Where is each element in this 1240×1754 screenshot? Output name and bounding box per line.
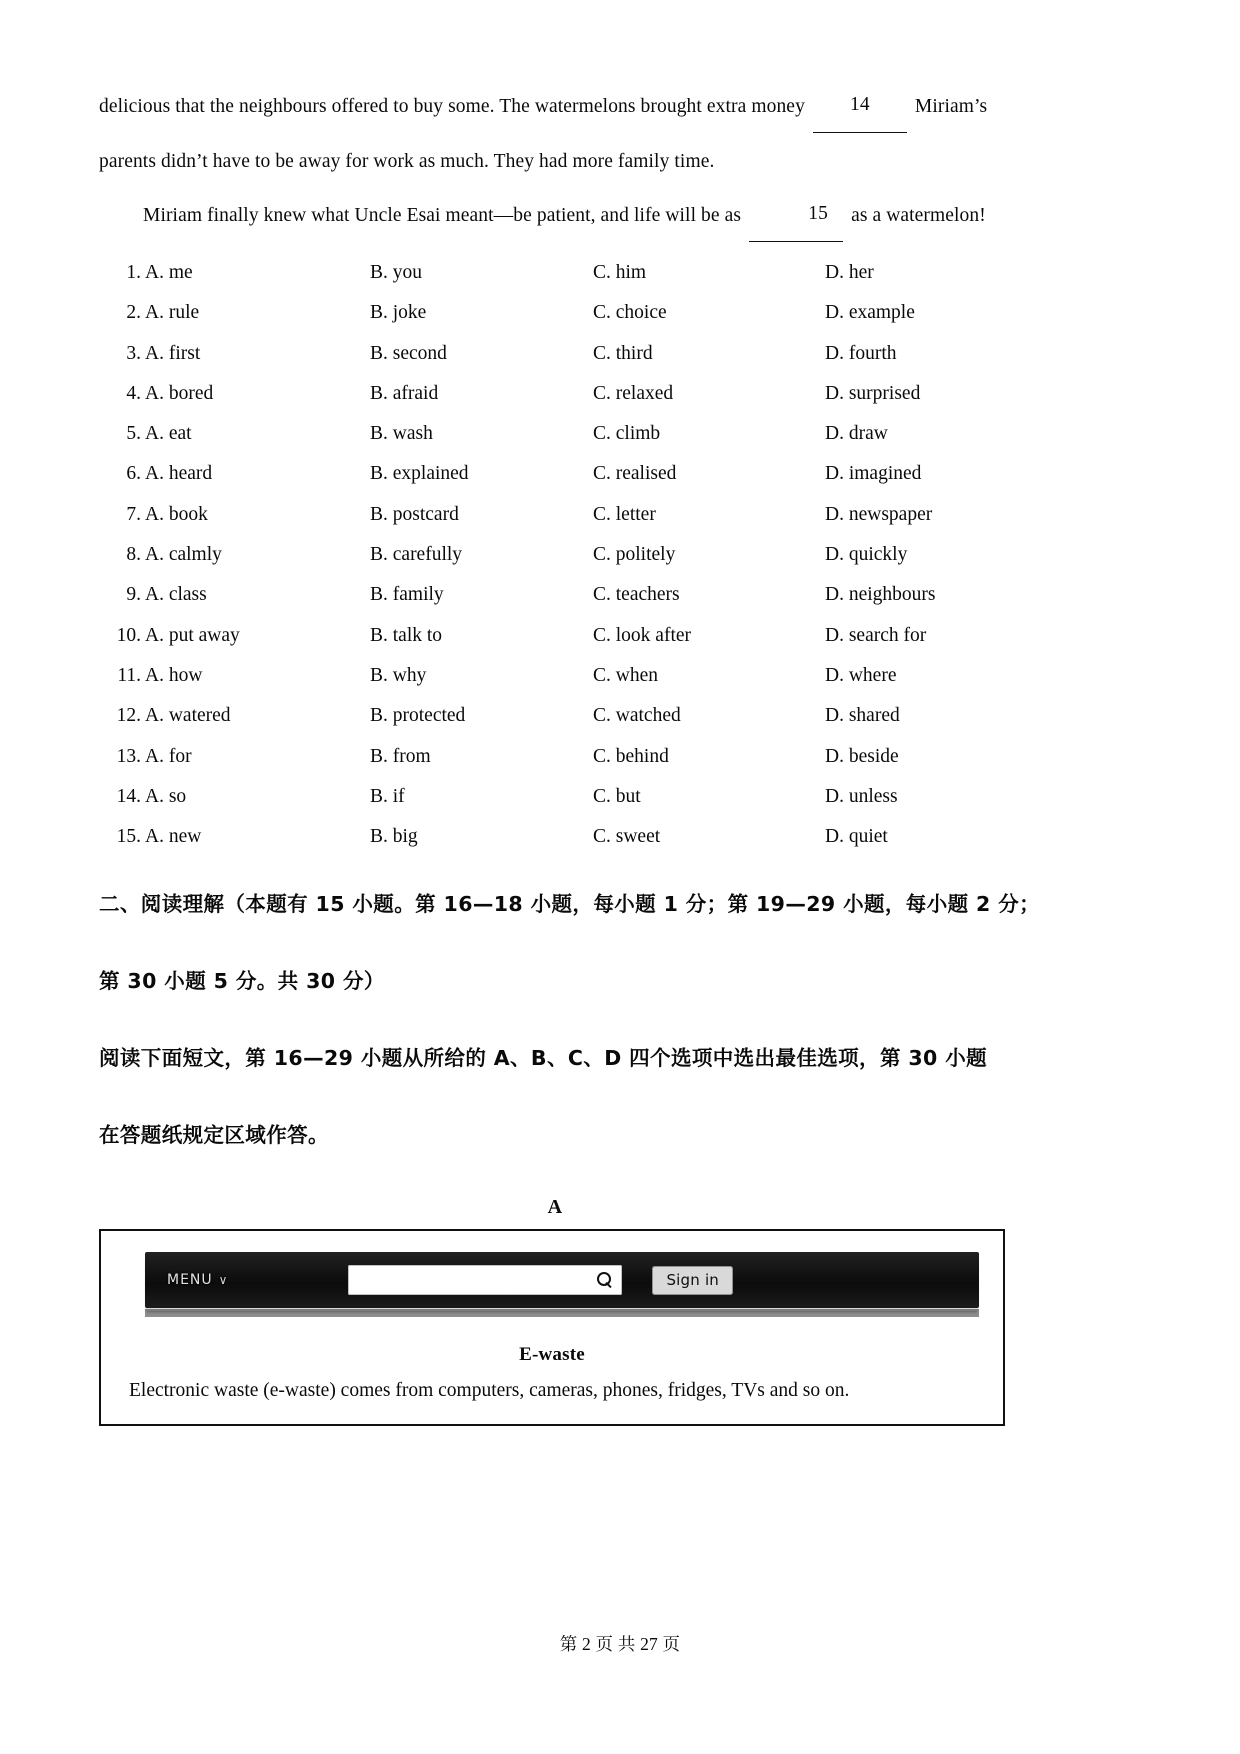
option-number: 10. xyxy=(116,624,141,646)
option-choice-a[interactable]: A. for xyxy=(145,745,192,767)
option-row xyxy=(99,786,1011,826)
option-number: 15. xyxy=(116,826,141,848)
option-choice-d[interactable]: D. her xyxy=(825,262,874,283)
option-choice-d[interactable]: D. beside xyxy=(825,745,899,767)
option-choice-b[interactable]: B. talk to xyxy=(370,624,443,646)
passage-line-1-text: delicious that the neighbours offered to buy some. The watermelons brought extra money xyxy=(99,96,805,117)
option-choice-d[interactable]: D. draw xyxy=(825,423,888,445)
option-choice-c[interactable]: C. relaxed xyxy=(593,382,674,404)
option-choice-b[interactable]: B. protected xyxy=(370,705,466,727)
option-choice-a[interactable]: A. book xyxy=(145,503,208,525)
option-row xyxy=(99,584,1011,624)
option-number: 12. xyxy=(116,705,141,727)
option-choice-c[interactable]: C. sweet xyxy=(593,826,661,848)
option-number: 9. xyxy=(126,584,141,606)
option-choice-a[interactable]: A. first xyxy=(145,342,201,364)
option-row xyxy=(99,383,1011,423)
option-row xyxy=(99,625,1011,665)
option-row xyxy=(99,746,1011,786)
option-number: 13. xyxy=(116,745,141,767)
option-choice-c[interactable]: C. him xyxy=(593,262,647,283)
option-choice-b[interactable]: B. wash xyxy=(370,423,433,445)
option-choice-a[interactable]: A. watered xyxy=(145,705,231,727)
option-choice-a[interactable]: A. me xyxy=(145,262,193,283)
option-choice-a[interactable]: A. calmly xyxy=(145,544,222,566)
option-choice-c[interactable]: C. choice xyxy=(593,302,667,324)
section-instruction-line-1: 阅读下面短文，第 16—29 小题从所给的 A、B、C、D 四个选项中选出最佳选项，第 30 小题 xyxy=(99,1046,988,1071)
chevron-down-icon: ∨ xyxy=(218,1273,229,1288)
option-number: 3. xyxy=(126,342,141,364)
option-choice-c[interactable]: C. teachers xyxy=(593,584,680,606)
option-row xyxy=(99,423,1011,463)
option-row xyxy=(99,826,1011,866)
option-number: 2. xyxy=(126,302,141,324)
option-number: 1. xyxy=(126,262,141,283)
option-number: 8. xyxy=(126,544,141,566)
option-number: 11. xyxy=(117,664,141,686)
option-choice-a[interactable]: A. eat xyxy=(145,423,192,445)
option-row xyxy=(99,302,1011,342)
option-choice-d[interactable]: D. where xyxy=(825,664,897,686)
option-choice-c[interactable]: C. look after xyxy=(593,624,692,646)
option-choice-d[interactable]: D. fourth xyxy=(825,342,897,364)
option-row xyxy=(99,262,1011,302)
passage-line-2-text: parents didn’t have to be away for work as much. They had more family time. xyxy=(99,151,715,172)
option-choice-b[interactable]: B. joke xyxy=(370,302,427,324)
option-choice-d[interactable]: D. example xyxy=(825,302,915,324)
option-choice-a[interactable]: A. so xyxy=(145,785,187,807)
cloze-options-list xyxy=(99,262,1011,866)
section-heading-line-1: 二、阅读理解（本题有 15 小题。第 16—18 小题，每小题 1 分；第 19—29 小题，每小题 2 分； xyxy=(99,892,1041,917)
option-choice-c[interactable]: C. but xyxy=(593,785,641,807)
sign-in-button[interactable]: Sign in xyxy=(652,1266,733,1295)
option-choice-b[interactable]: B. carefully xyxy=(370,544,463,566)
option-choice-d[interactable]: D. imagined xyxy=(825,463,922,485)
cloze-blank-15: 15 xyxy=(749,187,843,242)
section-instruction-line-2: 在答题纸规定区域作答。 xyxy=(99,1123,329,1148)
menu-label: MENU xyxy=(167,1272,213,1289)
option-choice-b[interactable]: B. postcard xyxy=(370,503,459,525)
option-choice-d[interactable]: D. quiet xyxy=(825,826,888,848)
passage-line-1-tail: Miriam’s xyxy=(914,96,988,117)
option-number: 5. xyxy=(126,423,141,445)
option-choice-c[interactable]: C. watched xyxy=(593,705,681,727)
cloze-blank-14: 14 xyxy=(813,78,907,133)
page-footer: 第 2 页 共 27 页 xyxy=(559,1634,681,1654)
option-choice-d[interactable]: D. search for xyxy=(825,624,927,646)
material-box-a xyxy=(99,1229,1005,1426)
option-choice-b[interactable]: B. explained xyxy=(370,463,469,485)
option-row xyxy=(99,463,1011,503)
option-choice-c[interactable]: C. third xyxy=(593,342,653,364)
option-row xyxy=(99,705,1011,745)
passage-line-3-text: Miriam finally knew what Uncle Esai meant—be patient, and life will be as xyxy=(143,205,742,226)
option-choice-a[interactable]: A. new xyxy=(145,826,202,848)
option-choice-d[interactable]: D. shared xyxy=(825,705,900,727)
material-label-a: A xyxy=(547,1196,563,1219)
menu-button[interactable] xyxy=(167,1272,228,1288)
option-choice-a[interactable]: A. rule xyxy=(145,302,200,324)
option-row xyxy=(99,504,1011,544)
option-choice-c[interactable]: C. when xyxy=(593,664,658,686)
website-navbar-image xyxy=(145,1252,979,1308)
search-icon xyxy=(596,1271,614,1289)
option-choice-c[interactable]: C. behind xyxy=(593,745,669,767)
option-number: 4. xyxy=(126,382,141,404)
option-choice-c[interactable]: C. realised xyxy=(593,463,677,485)
option-choice-d[interactable]: D. newspaper xyxy=(825,503,933,525)
option-choice-b[interactable]: B. big xyxy=(370,826,418,848)
option-number: 6. xyxy=(126,463,141,485)
option-choice-c[interactable]: C. letter xyxy=(593,503,656,525)
option-choice-a[interactable]: A. heard xyxy=(145,463,213,485)
option-choice-b[interactable]: B. why xyxy=(370,664,427,686)
option-row xyxy=(99,343,1011,383)
option-choice-a[interactable]: A. how xyxy=(145,664,203,686)
option-choice-a[interactable]: A. bored xyxy=(145,382,214,404)
page-content xyxy=(99,80,1041,1426)
passage-line-3-tail: as a watermelon! xyxy=(851,205,986,226)
option-choice-b[interactable]: B. family xyxy=(370,584,444,606)
option-choice-d[interactable]: D. unless xyxy=(825,785,898,807)
option-choice-b[interactable]: B. you xyxy=(370,262,423,283)
search-input[interactable] xyxy=(348,1265,622,1295)
option-choice-d[interactable]: D. quickly xyxy=(825,544,908,566)
option-choice-d[interactable]: D. neighbours xyxy=(825,584,936,606)
passage-line-3 xyxy=(99,189,1011,244)
option-row xyxy=(99,544,1011,584)
option-choice-c[interactable]: C. politely xyxy=(593,544,676,566)
option-number: 14. xyxy=(116,785,141,807)
option-choice-d[interactable]: D. surprised xyxy=(825,382,921,404)
option-choice-a[interactable]: A. put away xyxy=(145,624,240,646)
option-choice-a[interactable]: A. class xyxy=(145,584,207,606)
option-choice-c[interactable]: C. climb xyxy=(593,423,661,445)
passage-line-1 xyxy=(99,80,1011,135)
material-title: E-waste xyxy=(519,1344,585,1366)
option-row xyxy=(99,665,1011,705)
material-caption: Electronic waste (e-waste) comes from computers, cameras, phones, fridges, TVs and so on. xyxy=(129,1380,850,1402)
option-choice-b[interactable]: B. afraid xyxy=(370,382,439,404)
option-choice-b[interactable]: B. if xyxy=(370,785,405,807)
option-choice-b[interactable]: B. second xyxy=(370,342,447,364)
option-number: 7. xyxy=(126,503,141,525)
section-heading-line-2: 第 30 小题 5 分。共 30 分） xyxy=(99,969,385,994)
option-choice-b[interactable]: B. from xyxy=(370,745,431,767)
passage-line-2 xyxy=(99,135,1011,189)
